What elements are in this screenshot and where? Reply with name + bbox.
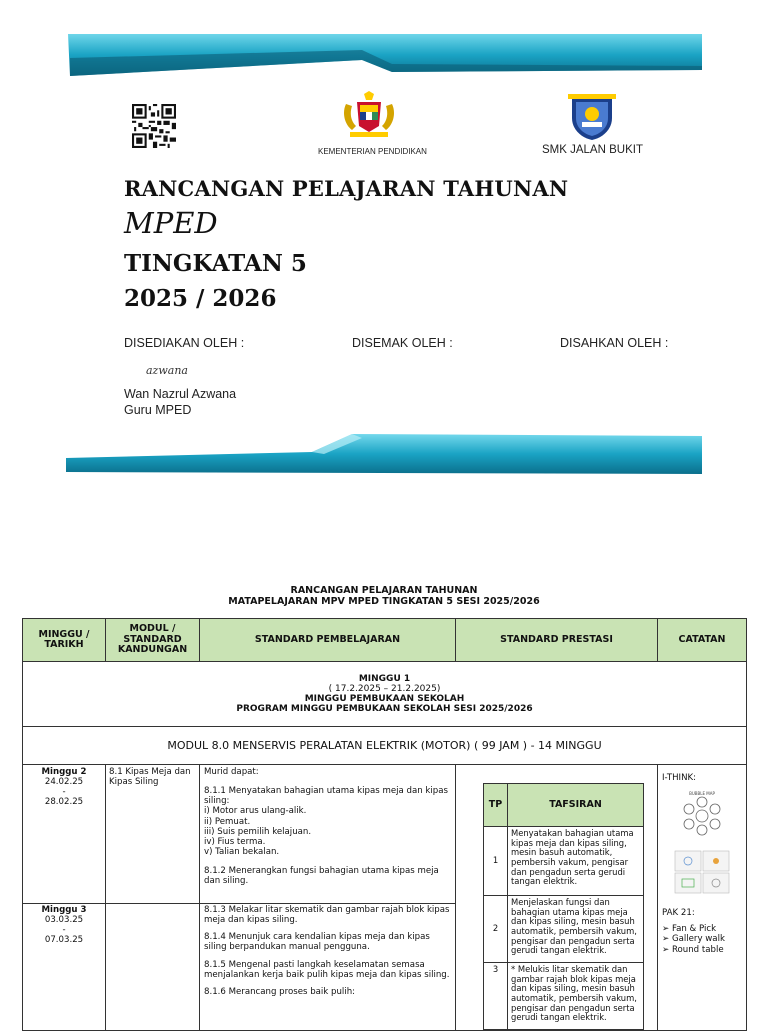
ithink-label: I-THINK:: [662, 773, 697, 783]
header-modul: MODUL / STANDARD KANDUNGAN: [106, 619, 200, 662]
tp-text: Menjelaskan fungsi dan bahagian utama kipas meja dan kipas siling, mesin basuh automatik, pembersih vakum, pengisar dan pengadun serta gerudi tangan elektrik.: [508, 896, 644, 963]
sp-8-1-4: 8.1.4 Menunjuk cara kendalian kipas meja dan kipas siling berpandukan manual pengguna.: [204, 932, 430, 953]
tp-number: 1: [484, 827, 508, 896]
pak21-item-text: Round table: [671, 944, 724, 955]
sp-item-v: v) Talian bekalan.: [204, 846, 280, 857]
week1-line4: PROGRAM MINGGU PEMBUKAAN SEKOLAH SESI 2025/2026: [236, 704, 533, 715]
sp-8-1-5: 8.1.5 Mengenal pasti langkah keselamatan semasa menjalankan kerja baik pulih kipas meja dan kipas siling.: [204, 959, 450, 980]
school-crest-icon: [568, 92, 616, 142]
teacher-name: Wan Nazrul Azwana: [124, 387, 237, 401]
tp-number: 3: [484, 963, 508, 1030]
signature: azwana: [146, 364, 188, 377]
week1-line1: MINGGU 1: [358, 673, 411, 684]
week1-line2: ( 17.2.2025 – 21.2.2025): [328, 683, 441, 694]
sp-item-i: i) Motor arus ulang-alik.: [204, 806, 307, 817]
standard-pembelajaran-cell: [200, 765, 456, 1031]
sp-item-iv: iv) Fius terma.: [204, 836, 266, 847]
tp-header: TP: [484, 784, 508, 827]
header-minggu: MINGGU / TARIKH: [23, 619, 106, 662]
tp-row: [484, 963, 644, 1030]
standard-kandungan: 8.1 Kipas Meja dan Kipas Siling: [109, 767, 191, 788]
sp-item-ii: ii) Pemuat.: [204, 816, 251, 827]
week2-end: 28.02.25: [44, 797, 84, 808]
bubble-map-label: BUBBLE MAP: [689, 791, 715, 797]
ithink-maps-icon: [674, 850, 730, 894]
ministry-label: KEMENTERIAN PENDIDIKAN: [318, 147, 427, 156]
pak21-item: [662, 945, 742, 955]
approved-by-label: DISAHKAN OLEH :: [560, 336, 669, 350]
week3-dash: -: [62, 925, 66, 936]
week2-dash: -: [62, 787, 66, 798]
pak21-item: [662, 924, 742, 934]
top-banner: [62, 30, 702, 78]
sp-8-1-2: 8.1.2 Menerangkan fungsi bahagian utama kipas meja dan siling.: [204, 866, 439, 887]
week1-line3: MINGGU PEMBUKAAN SEKOLAH: [304, 694, 465, 704]
arrow-bullet-icon: ➢: [662, 944, 672, 955]
tp-text: * Melukis litar skematik dan gambar rajah blok kipas meja dan kipas siling, mesin basuh automatik, pembersih vakum, pengisar dan pengadun serta gerudi tangan elektrik.: [508, 963, 644, 1030]
sp-8-1-6: 8.1.6 Merancang proses baik pulih:: [204, 986, 356, 997]
arrow-bullet-icon: ➢: [662, 924, 672, 935]
year-title: 2025 / 2026: [124, 285, 277, 312]
sp-item-iii: iii) Suis pemilih kelajuan.: [204, 826, 312, 837]
teacher-role: Guru MPED: [124, 403, 192, 417]
week3-label: Minggu 3: [41, 905, 87, 915]
tp-row: [484, 827, 644, 896]
subject-title: MPED: [124, 206, 218, 240]
header-catatan: CATATAN: [658, 619, 747, 662]
main-title: RANCANGAN PELAJARAN TAHUNAN: [124, 176, 569, 201]
header-row: [23, 619, 747, 662]
tp-row: [484, 896, 644, 963]
sp-8-1-3: 8.1.3 Melakar litar skematik dan gambar rajah blok kipas meja dan kipas siling.: [204, 905, 450, 926]
bottom-banner: [62, 432, 702, 476]
content-row: [23, 765, 747, 1031]
pak21-label: PAK 21:: [662, 908, 695, 919]
module-title: MODUL 8.0 MENSERVIS PERALATAN ELEKTRIK (MOTOR) ( 99 JAM ) - 14 MINGGU: [23, 727, 747, 765]
module-row: [23, 727, 747, 765]
pak21-item-text: Fan & Pick: [671, 924, 717, 935]
qr-code-icon: [132, 104, 176, 148]
lesson-plan-table: [22, 618, 747, 1031]
sp-intro: Murid dapat:: [204, 767, 259, 777]
arrow-bullet-icon: ➢: [662, 934, 672, 945]
tp-table: [483, 783, 644, 1030]
ministry-crest-icon: [340, 90, 398, 142]
standard-prestasi-cell: [456, 765, 658, 1031]
tafsiran-header: TAFSIRAN: [508, 784, 644, 827]
tp-number: 2: [484, 896, 508, 963]
pak21-item: [662, 934, 742, 944]
prepared-by-label: DISEDIAKAN OLEH :: [124, 336, 245, 350]
doc-title-2: MATAPELAJARAN MPV MPED TINGKATAN 5 SESI 2025/2026: [228, 596, 540, 607]
week2-label: Minggu 2: [41, 767, 87, 777]
bubble-map: [662, 791, 742, 840]
pak21-item-text: Gallery walk: [671, 934, 725, 945]
minggu-cell: [23, 765, 106, 1031]
school-name: SMK JALAN BUKIT: [542, 144, 643, 156]
sp-8-1-1: 8.1.1 Menyatakan bahagian utama kipas meja dan kipas siling:: [204, 786, 448, 807]
header-standard-prestasi: STANDARD PRESTASI: [456, 619, 658, 662]
standard-kandungan-cell: [106, 765, 200, 1031]
doc-title-1: RANCANGAN PELAJARAN TAHUNAN: [290, 585, 478, 596]
bubble-map-icon: [678, 796, 726, 836]
checked-by-label: DISEMAK OLEH :: [352, 336, 453, 350]
week1-row: [23, 662, 747, 727]
header-standard-pembelajaran: STANDARD PEMBELAJARAN: [200, 619, 456, 662]
tp-text: Menyatakan bahagian utama kipas meja dan kipas siling, mesin basuh automatik, pembersih vakum, pengisar dan pengadun serta gerudi tangan elektrik.: [508, 827, 644, 896]
catatan-cell: [658, 765, 747, 1031]
week3-start: 03.03.25: [44, 915, 84, 926]
week3-end: 07.03.25: [44, 935, 84, 946]
week2-start: 24.02.25: [44, 777, 84, 788]
form-title: TINGKATAN 5: [124, 250, 307, 277]
